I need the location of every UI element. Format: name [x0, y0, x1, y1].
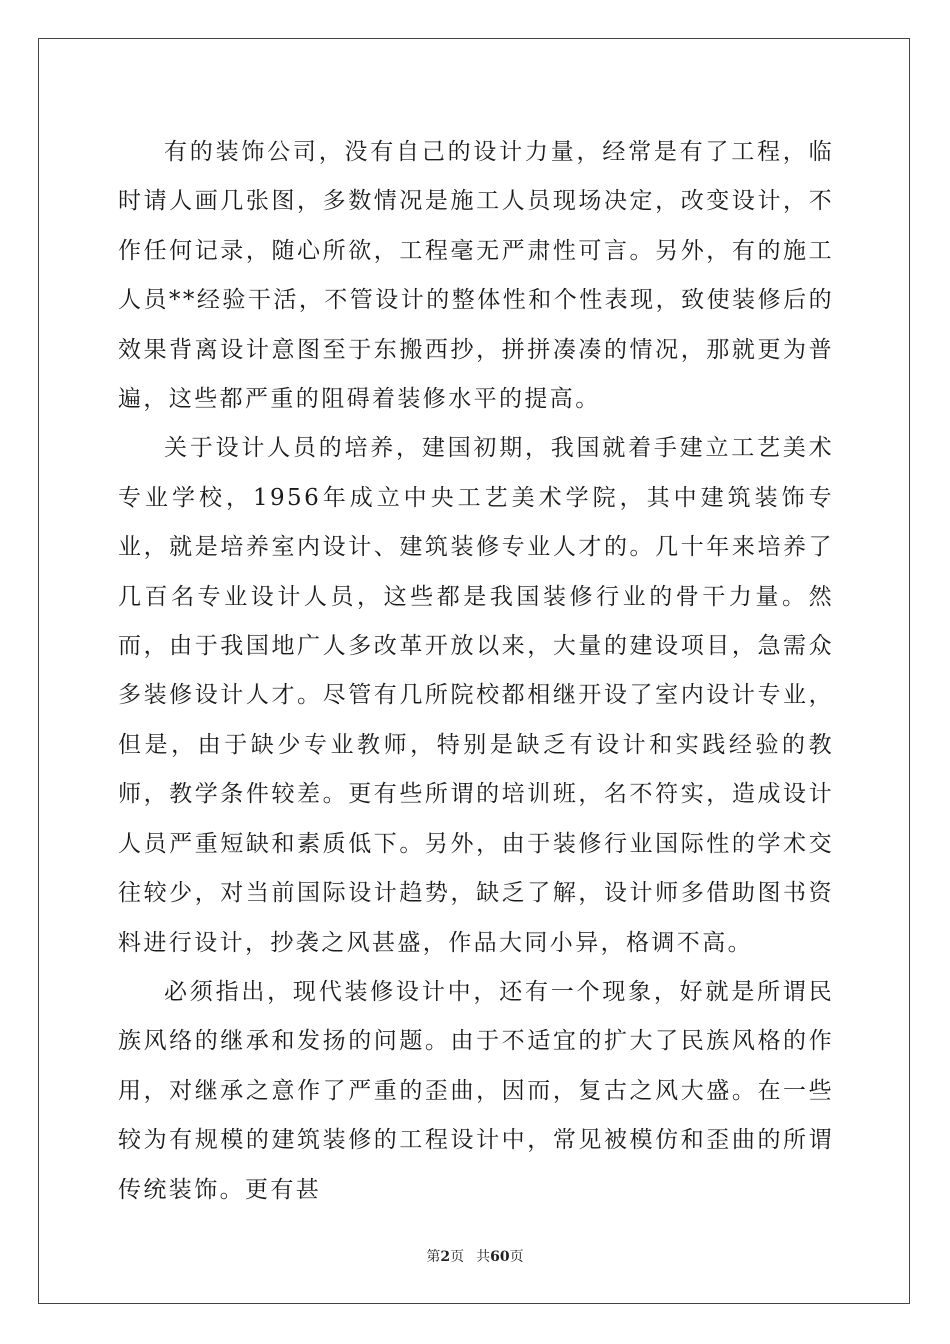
page-footer: [0, 1246, 950, 1266]
total-prefix: 共: [476, 1249, 491, 1265]
paragraph-3: 必须指出，现代装修设计中，还有一个现象，好就是所谓民族风络的继承和发扬的问题。由于不适宜的扩大了民族风格的作用，对继承之意作了严重的歪曲，因而，复古之风大盛。在一些较为有规模的建筑装修的工程设计中，常见被模仿和歪曲的所谓传统装饰。更有甚: [118, 978, 834, 1203]
page-suffix: 页: [450, 1249, 465, 1265]
total-pages: 60: [490, 1249, 510, 1265]
document-body: [118, 128, 834, 1215]
page-prefix: 第: [426, 1249, 441, 1265]
page-number: 2: [440, 1249, 451, 1265]
paragraph-2: 关于设计人员的培养，建国初期，我国就着手建立工艺美术专业学校，1956年成立中央工艺美术学院，其中建筑装饰专业，就是培养室内设计、建筑装修专业人才的。几十年来培养了几百名专业设计人员，这些都是我国装修行业的骨干力量。然而，由于我国地广人多改革开放以来，大量的建设项目，急需众多装修设计人才。尽管有几所院校都相继开设了室内设计专业，但是，由于缺少专业教师，特别是缺乏有设计和实践经验的教师，教学条件较差。更有些所谓的培训班，名不符实，造成设计人员严重短缺和素质低下。另外，由于装修行业国际性的学术交往较少，对当前国际设计趋势，缺乏了解，设计师多借助图书资料进行设计，抄袭之风甚盛，作品大同小异，格调不高。: [118, 435, 834, 956]
total-suffix: 页: [509, 1249, 524, 1265]
paragraph-1: 有的装饰公司，没有自己的设计力量，经常是有了工程，临时请人画几张图，多数情况是施工人员现场决定，改变设计，不作任何记录，随心所欲，工程毫无严肃性可言。另外，有的施工人员**经验干活，不管设计的整体性和个性表现，致使装修后的效果背离设计意图至于东搬西抄，拼拼凑凑的情况，那就更为普遍，这些都严重的阻碍着装修水平的提高。: [118, 139, 834, 413]
